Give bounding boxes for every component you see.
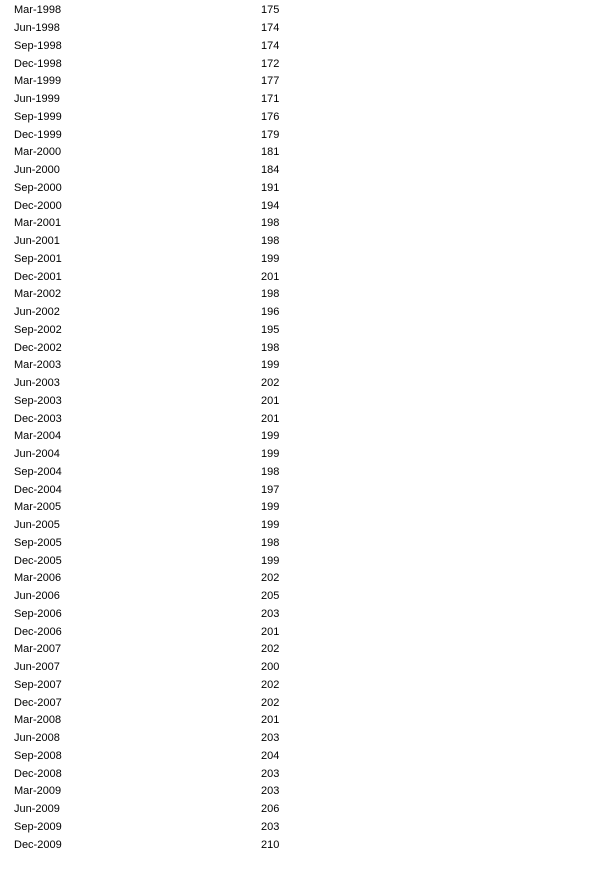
- row-value: 200: [261, 661, 280, 674]
- table-row: [0, 197, 321, 215]
- row-value: 197: [261, 483, 280, 496]
- table-body: [0, 2, 321, 854]
- row-date: Dec-2006: [14, 625, 62, 638]
- row-date: Sep-2008: [14, 749, 62, 762]
- table-row: [0, 677, 321, 695]
- table-row: [0, 268, 321, 286]
- row-value: 204: [261, 749, 280, 762]
- row-value: 198: [261, 465, 280, 478]
- row-value: 194: [261, 199, 280, 212]
- table-row: [0, 606, 321, 624]
- table-row: [0, 55, 321, 73]
- row-date: Sep-2006: [14, 607, 62, 620]
- table-row: [0, 694, 321, 712]
- row-date: Dec-2003: [14, 412, 62, 425]
- table-row: [0, 428, 321, 446]
- table-row: [0, 126, 321, 144]
- row-date: Dec-2008: [14, 767, 62, 780]
- table-row: [0, 801, 321, 819]
- row-date: Sep-2004: [14, 465, 62, 478]
- row-date: Sep-2001: [14, 252, 62, 265]
- row-value: 203: [261, 767, 280, 780]
- row-date: Mar-2008: [14, 714, 62, 727]
- row-value: 199: [261, 430, 280, 443]
- row-value: 201: [261, 625, 280, 638]
- data-table: [0, 2, 321, 854]
- row-value: 181: [261, 146, 280, 159]
- table-row: [0, 251, 321, 269]
- table-row: [0, 588, 321, 606]
- row-value: 210: [261, 838, 280, 851]
- row-value: 202: [261, 696, 280, 709]
- row-value: 198: [261, 217, 280, 230]
- row-value: 179: [261, 128, 280, 141]
- row-date: Mar-1998: [14, 4, 62, 17]
- row-value: 203: [261, 820, 280, 833]
- table-row: [0, 464, 321, 482]
- row-value: 196: [261, 306, 280, 319]
- table-row: [0, 322, 321, 340]
- row-value: 201: [261, 394, 280, 407]
- table-row: [0, 499, 321, 517]
- row-value: 176: [261, 110, 280, 123]
- row-date: Dec-2002: [14, 341, 62, 354]
- row-date: Jun-2009: [14, 803, 60, 816]
- row-value: 198: [261, 536, 280, 549]
- row-date: Dec-1998: [14, 57, 62, 70]
- table-row: [0, 517, 321, 535]
- row-date: Jun-2003: [14, 377, 60, 390]
- row-date: Sep-2003: [14, 394, 62, 407]
- row-value: 195: [261, 323, 280, 336]
- table-row: [0, 339, 321, 357]
- table-row: [0, 180, 321, 198]
- table-row: [0, 2, 321, 20]
- table-row: [0, 410, 321, 428]
- row-date: Mar-2007: [14, 643, 62, 656]
- row-date: Dec-2004: [14, 483, 62, 496]
- row-value: 199: [261, 252, 280, 265]
- row-value: 206: [261, 803, 280, 816]
- row-date: Dec-2000: [14, 199, 62, 212]
- row-value: 202: [261, 572, 280, 585]
- table-row: [0, 481, 321, 499]
- row-value: 205: [261, 590, 280, 603]
- row-date: Sep-1998: [14, 39, 62, 52]
- row-value: 174: [261, 39, 280, 52]
- table-row: [0, 73, 321, 91]
- row-date: Jun-2002: [14, 306, 60, 319]
- row-date: Jun-2008: [14, 732, 60, 745]
- row-date: Jun-1998: [14, 22, 60, 35]
- table-row: [0, 20, 321, 38]
- table-row: [0, 641, 321, 659]
- row-value: 202: [261, 678, 280, 691]
- table-row: [0, 712, 321, 730]
- row-date: Sep-2005: [14, 536, 62, 549]
- row-date: Jun-2007: [14, 661, 60, 674]
- row-date: Jun-2006: [14, 590, 60, 603]
- row-date: Jun-2000: [14, 164, 60, 177]
- row-date: Sep-1999: [14, 110, 62, 123]
- table-row: [0, 215, 321, 233]
- row-value: 198: [261, 288, 280, 301]
- row-date: Jun-2001: [14, 235, 60, 248]
- row-date: Sep-2007: [14, 678, 62, 691]
- row-value: 175: [261, 4, 280, 17]
- table-row: [0, 570, 321, 588]
- table-row: [0, 375, 321, 393]
- table-row: [0, 109, 321, 127]
- table-row: [0, 819, 321, 837]
- row-value: 199: [261, 359, 280, 372]
- row-value: 174: [261, 22, 280, 35]
- row-value: 177: [261, 75, 280, 88]
- row-value: 171: [261, 93, 280, 106]
- table-row: [0, 393, 321, 411]
- row-date: Mar-2001: [14, 217, 62, 230]
- row-value: 202: [261, 377, 280, 390]
- row-date: Dec-2001: [14, 270, 62, 283]
- row-date: Mar-2005: [14, 501, 62, 514]
- table-row: [0, 836, 321, 854]
- table-row: [0, 748, 321, 766]
- table-row: [0, 446, 321, 464]
- table-row: [0, 659, 321, 677]
- row-value: 172: [261, 57, 280, 70]
- table-row: [0, 304, 321, 322]
- row-value: 199: [261, 501, 280, 514]
- table-row: [0, 286, 321, 304]
- table-row: [0, 623, 321, 641]
- table-row: [0, 730, 321, 748]
- row-date: Mar-2000: [14, 146, 62, 159]
- row-value: 184: [261, 164, 280, 177]
- row-date: Dec-2009: [14, 838, 62, 851]
- row-date: Dec-1999: [14, 128, 62, 141]
- row-date: Mar-2002: [14, 288, 62, 301]
- row-date: Jun-2005: [14, 519, 60, 532]
- row-date: Jun-2004: [14, 448, 60, 461]
- row-value: 202: [261, 643, 280, 656]
- row-value: 203: [261, 732, 280, 745]
- row-value: 191: [261, 181, 280, 194]
- row-date: Dec-2007: [14, 696, 62, 709]
- row-value: 199: [261, 519, 280, 532]
- table-row: [0, 552, 321, 570]
- table-row: [0, 535, 321, 553]
- row-date: Mar-2009: [14, 785, 62, 798]
- table-row: [0, 783, 321, 801]
- row-value: 198: [261, 235, 280, 248]
- row-date: Mar-2006: [14, 572, 62, 585]
- table-row: [0, 144, 321, 162]
- row-date: Dec-2005: [14, 554, 62, 567]
- row-date: Sep-2002: [14, 323, 62, 336]
- row-date: Sep-2009: [14, 820, 62, 833]
- table-row: [0, 765, 321, 783]
- table-row: [0, 91, 321, 109]
- row-value: 201: [261, 270, 280, 283]
- row-date: Jun-1999: [14, 93, 60, 106]
- table-row: [0, 38, 321, 56]
- table-row: [0, 357, 321, 375]
- table-row: [0, 162, 321, 180]
- table-row: [0, 233, 321, 251]
- row-value: 198: [261, 341, 280, 354]
- row-value: 201: [261, 412, 280, 425]
- row-date: Mar-2003: [14, 359, 62, 372]
- row-date: Mar-2004: [14, 430, 62, 443]
- row-date: Mar-1999: [14, 75, 62, 88]
- row-value: 199: [261, 448, 280, 461]
- row-date: Sep-2000: [14, 181, 62, 194]
- row-value: 199: [261, 554, 280, 567]
- row-value: 203: [261, 785, 280, 798]
- row-value: 203: [261, 607, 280, 620]
- row-value: 201: [261, 714, 280, 727]
